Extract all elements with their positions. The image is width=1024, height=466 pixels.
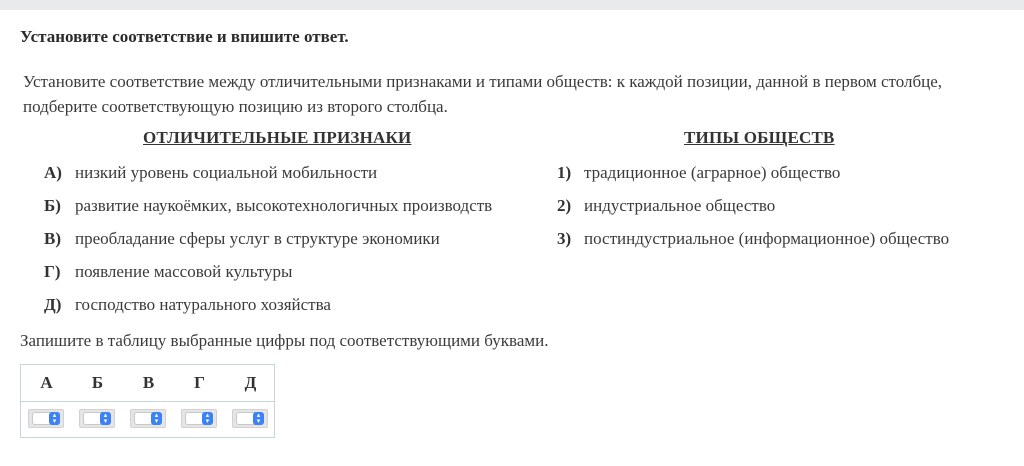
types-column-title: ТИПЫ ОБЩЕСТВ [684,128,835,147]
feature-text: появление массовой культуры [75,262,293,281]
answer-select-v[interactable] [130,409,166,428]
answer-header-v: В [142,373,155,392]
answer-header-d: Д [244,373,257,392]
feature-key: Б) [44,196,61,215]
answer-header-g: Г [194,373,205,392]
answer-select-a[interactable] [28,409,64,428]
answer-header-a: А [40,373,53,392]
answer-table [20,364,275,438]
features-column-title: ОТЛИЧИТЕЛЬНЫЕ ПРИЗНАКИ [143,128,412,147]
feature-text: развитие наукоёмких, высокотехнологичных производств [75,196,493,215]
feature-text: преобладание сферы услуг в структуре экономики [75,229,440,248]
select-arrows-icon: ▴ ▾ [49,412,60,425]
answer-header-b: Б [91,373,104,392]
feature-text: низкий уровень социальной мобильности [75,163,378,182]
type-text: постиндустриальное (информационное) общество [584,229,950,248]
feature-key: Г) [44,262,61,281]
type-text: традиционное (аграрное) общество [584,163,841,182]
feature-key: Д) [44,295,62,314]
feature-key: А) [44,163,62,182]
type-key: 2) [557,196,572,215]
select-arrows-icon: ▴ ▾ [202,412,213,425]
answer-select-d[interactable] [232,409,268,428]
task-intro: Установите соответствие между отличительными признаками и типами обществ: к каждой позиции, данной в первом столбце, подберите соответствующую позицию из второго столбца. [23,72,943,116]
type-key: 1) [557,163,572,182]
answer-select-b[interactable] [79,409,115,428]
task-heading: Установите соответствие и впишите ответ. [20,27,349,46]
answer-select-g[interactable] [181,409,217,428]
select-arrows-icon: ▴ ▾ [253,412,264,425]
select-arrows-icon: ▴ ▾ [151,412,162,425]
table-divider [21,401,274,402]
answer-instruction: Запишите в таблицу выбранные цифры под соответствующими буквами. [20,331,549,350]
feature-key: В) [44,229,61,248]
type-key: 3) [557,229,572,248]
top-bar [0,0,1024,10]
type-text: индустриальное общество [584,196,776,215]
feature-text: господство натурального хозяйства [75,295,331,314]
select-arrows-icon: ▴ ▾ [100,412,111,425]
